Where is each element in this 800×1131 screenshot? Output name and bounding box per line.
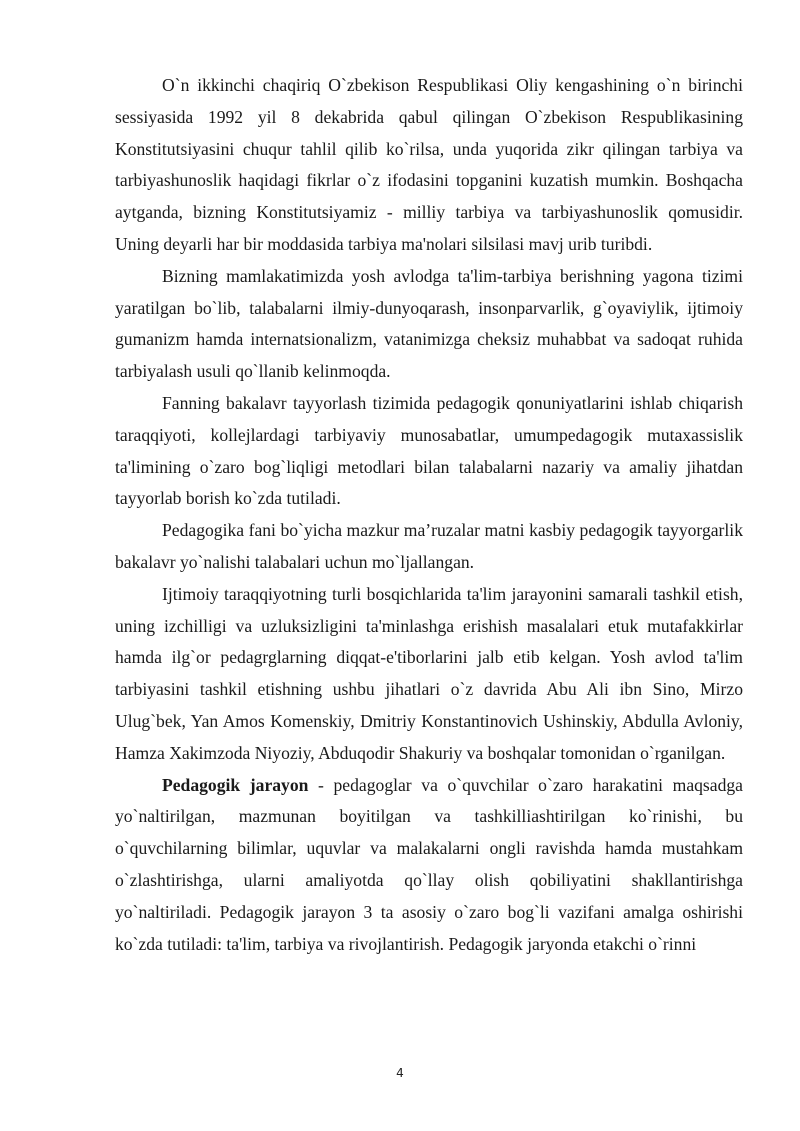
paragraph-education-system: Bizning mamlakatimizda yosh avlodga ta'lim-tarbiya berishning yagona tizimi yaratilgan bo`lib, talabalarni ilmiy-dunyoqarash, insonparvarlik, g`oyaviylik, ijtimoiy gumanizm hamda internatsionalizm, vatanimizga cheksiz muhabbat va sadoqat ruhida tarbiyalash usuli qo`llanib kelinmoqda. [115,265,743,382]
paragraph-definition [115,770,743,961]
definition-text: - pedagoglar va o`quvchilar o`zaro harakatini maqsadga yo`naltirilgan, mazmunan boyitilgan va tashkilliashtirilgan ko`rinishi, bu o`quvchilarning bilimlar, uquvlar va malakalarni ongli ravishda hamda mustahkam o`zlashtirishga, ularni amaliyotda qo`llay olish qobiliyatini shakllantirishga yo`naltiriladi. Pedagogik jarayon 3 ta asosiy o`zaro bog`li vazifani amalga oshirishi ko`zda tutiladi: ta'lim, tarbiya va rivojlantirish. Pedagogik jaryonda etakchi o`rinni [115,774,743,954]
paragraph-lecture-purpose: Pedagogika fani bo`yicha mazkur ma’ruzalar matni kasbiy pedagogik tayyorgarlik bakalavr yo`nalishi talabalari uchun mo`ljallangan. [115,520,743,572]
paragraph-constitution: O`n ikkinchi chaqiriq O`zbekison Respublikasi Oliy kengashining o`n birinchi sessiyasida 1992 yil 8 dekabrida qabul qilingan O`zbekison Respublikasining Konstitutsiyasini chuqur tahlil qilib ko`rilsa, unda yuqorida zikr qilingan tarbiya va tarbiyashunoslik haqidagi fikrlar o`z ifodasini topganini kuzatish mumkin. Boshqacha aytganda, bizning Konstitutsiyamiz - milliy tarbiya va tarbiyashunoslik qomusidir. Uning deyarli har bir moddasida tarbiya ma'nolari silsilasi mavj urib turibdi. [115,75,743,254]
definition-term: Pedagogik jarayon [162,774,309,795]
paragraph-bachelor-training: Fanning bakalavr tayyorlash tizimida pedagogik qonuniyatlarini ishlab chiqarish taraqqiyoti, kollejlardagi tarbiyaviy munosabatlar, umumpedagogik mutaxassislik ta'limining o`zaro bog`liqligi metodlari bilan talabalarni nazariy va amaliy jihatdan tayyorlab borish ko`zda tutiladi. [115,392,743,509]
paragraph-scholars: Ijtimoiy taraqqiyotning turli bosqichlarida ta'lim jarayonini samarali tashkil etish, uning izchilligi va uzluksizligini ta'minlashga erishish masalalari etuk mutafakkirlar hamda ilg`or pedagrglarning diqqat-e'tiborlarini jalb etib kelgan. Yosh avlod ta'lim tarbiyasini tashkil etishning ushbu jihatlari o`z davrida Abu Ali ibn Sino, Mirzo Ulug`bek, Yan Amos Komenskiy, Dmitriy Konstantinovich Ushinskiy, Abdulla Avloniy, Hamza Xakimzoda Niyoziy, Abduqodir Shakuriy va boshqalar tomonidan o`rganilgan. [115,583,743,763]
document-page [115,70,743,960]
page-number: 4 [396,1066,404,1080]
